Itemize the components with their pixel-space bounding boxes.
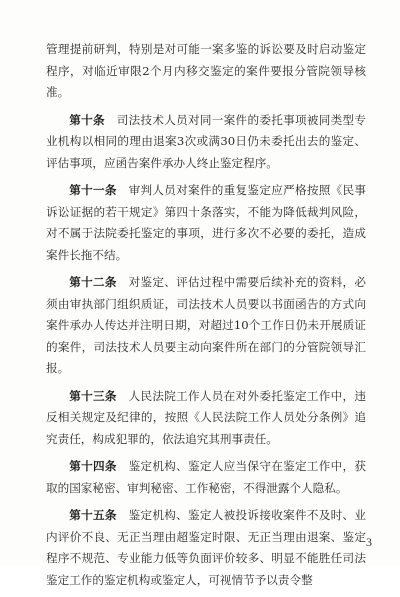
article-11: [46, 180, 366, 266]
article-10: [46, 110, 366, 175]
page-number: 3: [366, 535, 372, 549]
article-text: 司法技术人员对同一案件的委托事项被同类型专业机构以相同的理由退案3次或满30日仍未委托出去的鉴定、评估事项，应函告案件承办人终止鉴定程序。: [46, 112, 366, 170]
article-heading: 第十四条: [69, 459, 117, 473]
article-15: [46, 505, 366, 591]
article-text: 对鉴定、评估过程中需要后续补充的资料，必须由审执部门组织质证，司法技术人员要以书面函告的方式向案件承办人传达并注明日期，对超过10个工作日仍未开展质证的案件，司法技术人员要主动向案件所在部门的分管院领导汇报。: [46, 275, 366, 375]
article-heading: 第十条: [69, 112, 105, 127]
article-14: [46, 456, 366, 499]
article-13: [46, 386, 366, 451]
paragraph-text: 管理提前研判，特别是对可能一案多鉴的诉讼要及时启动鉴定程序，对临近审限2个月内移交鉴定的案件要报分管院领导核准。: [46, 42, 366, 99]
article-text: 人民法院工作人员在对外委托鉴定工作中，违反相关规定及纪律的，按照《人民法院工作人员处分条例》追究责任，构成犯罪的，依法追究其刑事责任。: [46, 388, 366, 446]
article-text: 审判人员对案件的重复鉴定应严格按照《民事诉讼证据的若干规定》第四十条落实，不能为降低裁判风险，对不属于法院委托鉴定的事项，进行多次不必要的委托，造成案件长拖不结。: [46, 183, 366, 262]
article-heading: 第十三条: [69, 388, 117, 403]
article-heading: 第十二条: [69, 275, 117, 289]
article-text: 鉴定机构、鉴定人被投诉接收案件不及时、业内评价不良、无正当理由超鉴定时限、无正当理由退案、鉴定程序不规范、专业能力低等负面评价较多、明显不能胜任司法鉴定工作的鉴定机构或鉴定人，可视情节予以责令整: [46, 508, 366, 587]
article-heading: 第十五条: [69, 508, 117, 522]
paragraph-continued: [46, 39, 366, 104]
article-heading: 第十一条: [69, 183, 117, 197]
article-12: [46, 272, 366, 380]
document-body: [46, 39, 366, 597]
article-text: 鉴定机构、鉴定人应当保守在鉴定工作中，获取的国家秘密、审判秘密、工作秘密，不得泄露个人隐私。: [46, 459, 366, 495]
